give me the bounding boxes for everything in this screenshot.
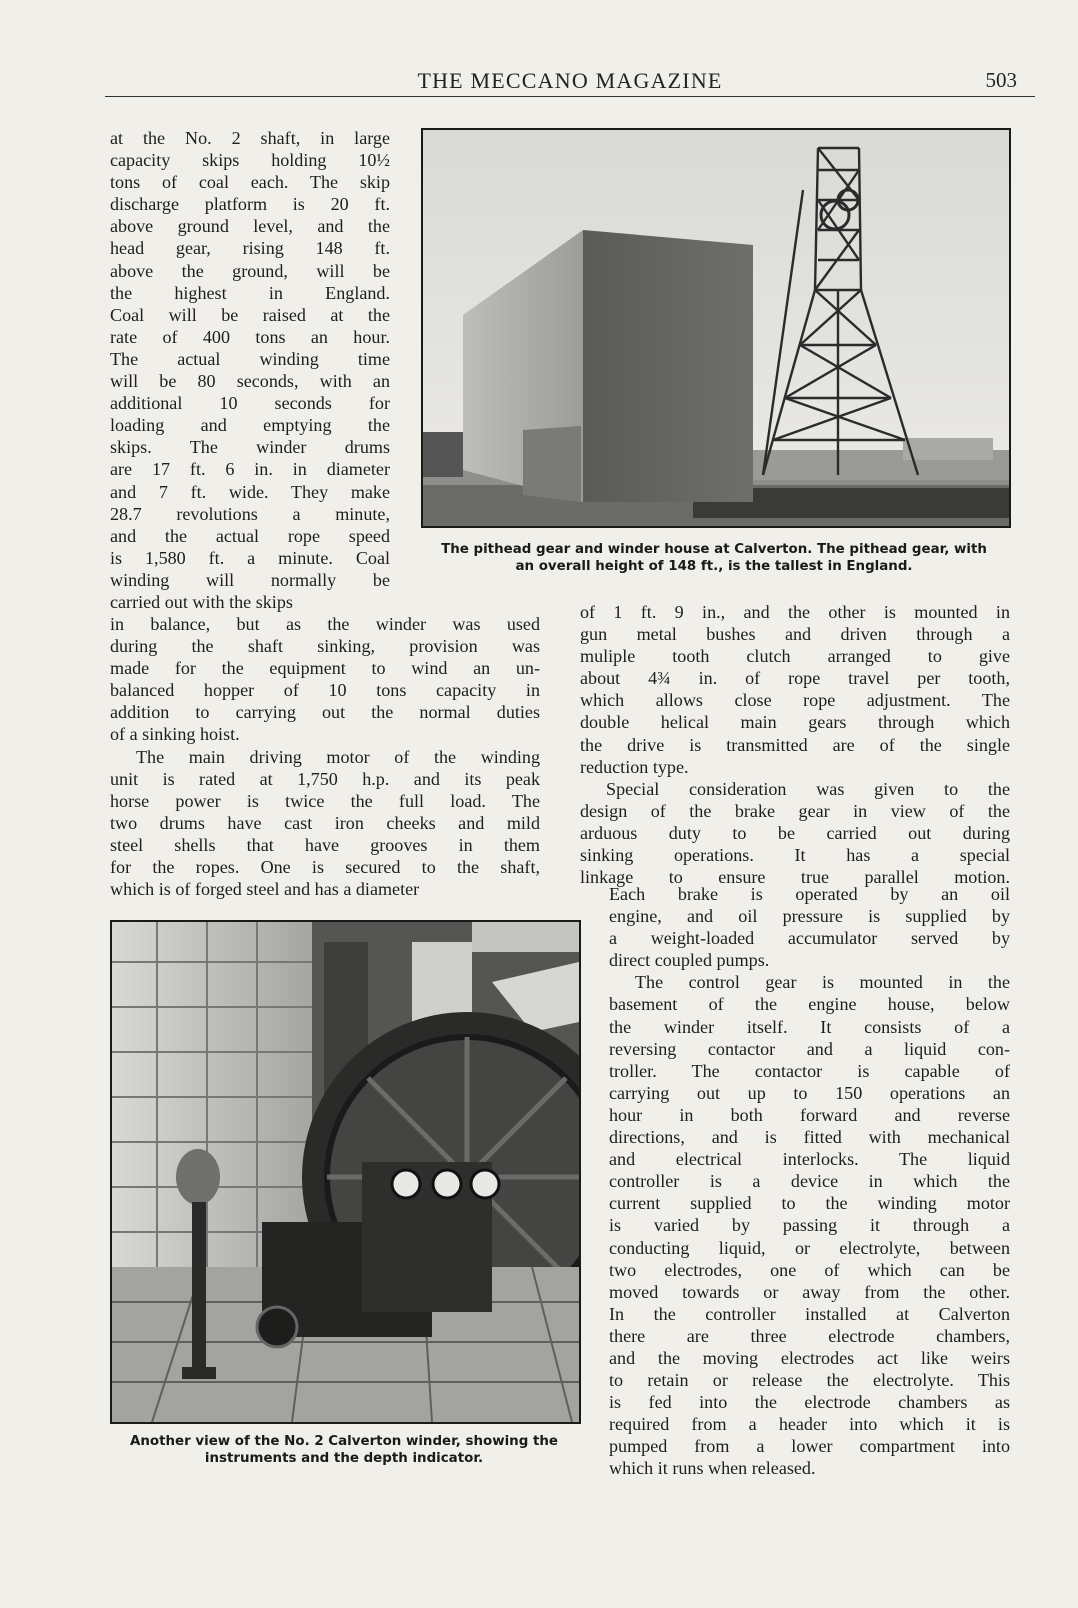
text-line: hour in both forward and reverse <box>609 1104 1010 1125</box>
text-line: are 17 ft. 6 in. in diameter <box>110 459 390 480</box>
text-line: Special consideration was given to the <box>606 778 1010 799</box>
page-header <box>105 64 1035 97</box>
pithead-gear-photo <box>421 128 1011 528</box>
text-line: double helical main gears through which <box>580 712 1010 733</box>
text-line: there are three electrode chambers, <box>609 1325 1010 1346</box>
winder-interior-caption <box>104 1433 584 1467</box>
text-line: above the ground, will be <box>110 260 390 281</box>
text-line: engine, and oil pressure is supplied by <box>609 906 1010 927</box>
text-line: reversing contactor and a liquid con- <box>609 1038 1010 1059</box>
text-line: for the ropes. One is secured to the shaft, <box>110 857 540 878</box>
text-line: directions, and is fitted with mechanical <box>609 1127 1010 1148</box>
magazine-title: THE MECCANO MAGAZINE <box>417 68 723 93</box>
text-line: at the No. 2 shaft, in large <box>110 128 390 148</box>
text-line: carried out with the skips <box>110 591 293 612</box>
text-line: The main driving motor of the winding <box>136 746 540 767</box>
text-line: two electrodes, one of which can be <box>609 1259 1010 1280</box>
text-line: controller is a device in which the <box>609 1171 1010 1192</box>
column-a-continued-text <box>110 613 540 900</box>
text-line: required from a header into which it is <box>609 1414 1010 1435</box>
text-line: the winder itself. It consists of a <box>609 1016 1010 1037</box>
text-line: horse power is twice the full load. The <box>110 790 540 811</box>
caption-line: Another view of the No. 2 Calverton winder, showing the <box>130 1434 558 1449</box>
text-line: the highest in England. <box>110 282 390 303</box>
text-line: addition to carrying out the normal duties <box>110 702 540 723</box>
column-b-top-text <box>580 601 1010 888</box>
column-b-narrow-text <box>609 883 1010 1480</box>
text-line: above ground level, and the <box>110 216 390 237</box>
text-line: The control gear is mounted in the <box>635 972 1010 993</box>
text-line: capacity skips holding 10½ <box>110 150 390 171</box>
text-line: skips. The winder drums <box>110 437 390 458</box>
text-line: will be 80 seconds, with an <box>110 371 390 392</box>
text-line: is varied by passing it through a <box>609 1215 1010 1236</box>
text-line: and the actual rope speed <box>110 525 390 546</box>
text-line: of 1 ft. 9 in., and the other is mounted in <box>580 602 1010 622</box>
text-line: two drums have cast iron cheeks and mild <box>110 812 540 833</box>
pithead-gear-caption <box>414 541 1014 575</box>
text-line: made for the equipment to wind an un- <box>110 658 540 679</box>
text-line: discharge platform is 20 ft. <box>110 194 390 215</box>
text-line: the drive is transmitted are of the single <box>580 734 1010 755</box>
text-line: In the controller installed at Calverton <box>609 1303 1010 1324</box>
winder-interior-photo <box>110 920 581 1424</box>
text-line: which allows close rope adjustment. The <box>580 690 1010 711</box>
text-line: direct coupled pumps. <box>609 950 770 971</box>
column-a-top-text <box>110 127 390 613</box>
text-line: and 7 ft. wide. They make <box>110 481 390 502</box>
text-line: Each brake is operated by an oil <box>609 884 1010 904</box>
text-line: of a sinking hoist. <box>110 724 240 745</box>
text-line: head gear, rising 148 ft. <box>110 238 390 259</box>
text-line: design of the brake gear in view of the <box>580 800 1010 821</box>
text-line: The actual winding time <box>110 348 390 369</box>
text-line: sinking operations. It has a special <box>580 845 1010 866</box>
caption-line: The pithead gear and winder house at Calverton. The pithead gear, with <box>441 542 987 557</box>
text-line: linkage to ensure true parallel motion. <box>580 867 1010 888</box>
text-line: carrying out up to 150 operations an <box>609 1082 1010 1103</box>
text-line: winding will normally be <box>110 569 390 590</box>
text-line: steel shells that have grooves in them <box>110 834 540 855</box>
caption-line: instruments and the depth indicator. <box>204 1451 484 1466</box>
text-line: gun metal bushes and driven through a <box>580 624 1010 645</box>
text-line: in balance, but as the winder was used <box>110 614 540 634</box>
text-line: Coal will be raised at the <box>110 304 390 325</box>
text-line: loading and emptying the <box>110 415 390 436</box>
text-line: which it runs when released. <box>609 1458 816 1479</box>
text-line: during the shaft sinking, provision was <box>110 636 540 657</box>
text-line: basement of the engine house, below <box>609 994 1010 1015</box>
text-line: about 4¾ in. of rope travel per tooth, <box>580 668 1010 689</box>
text-line: which is of forged steel and has a diameter <box>110 879 420 900</box>
text-line: is 1,580 ft. a minute. Coal <box>110 547 390 568</box>
text-line: pumped from a lower compartment into <box>609 1436 1010 1457</box>
text-line: and electrical interlocks. The liquid <box>609 1149 1010 1170</box>
caption-line: an overall height of 148 ft., is the tallest in England. <box>515 559 913 574</box>
text-line: a weight-loaded accumulator served by <box>609 928 1010 949</box>
text-line: troller. The contactor is capable of <box>609 1060 1010 1081</box>
text-line: current supplied to the winding motor <box>609 1193 1010 1214</box>
text-line: arduous duty to be carried out during <box>580 822 1010 843</box>
text-line: and the moving electrodes act like weirs <box>609 1347 1010 1368</box>
text-line: muliple tooth clutch arranged to give <box>580 646 1010 667</box>
text-line: 28.7 revolutions a minute, <box>110 503 390 524</box>
text-line: to retain or release the electrolyte. This <box>609 1370 1010 1391</box>
text-line: tons of coal each. The skip <box>110 172 390 193</box>
text-line: additional 10 seconds for <box>110 393 390 414</box>
text-line: reduction type. <box>580 756 689 777</box>
page-number: 503 <box>985 68 1017 92</box>
text-line: balanced hopper of 10 tons capacity in <box>110 680 540 701</box>
text-line: unit is rated at 1,750 h.p. and its peak <box>110 768 540 789</box>
text-line: conducting liquid, or electrolyte, between <box>609 1237 1010 1258</box>
text-line: moved towards or away from the other. <box>609 1281 1010 1302</box>
text-line: is fed into the electrode chambers as <box>609 1392 1010 1413</box>
text-line: rate of 400 tons an hour. <box>110 326 390 347</box>
